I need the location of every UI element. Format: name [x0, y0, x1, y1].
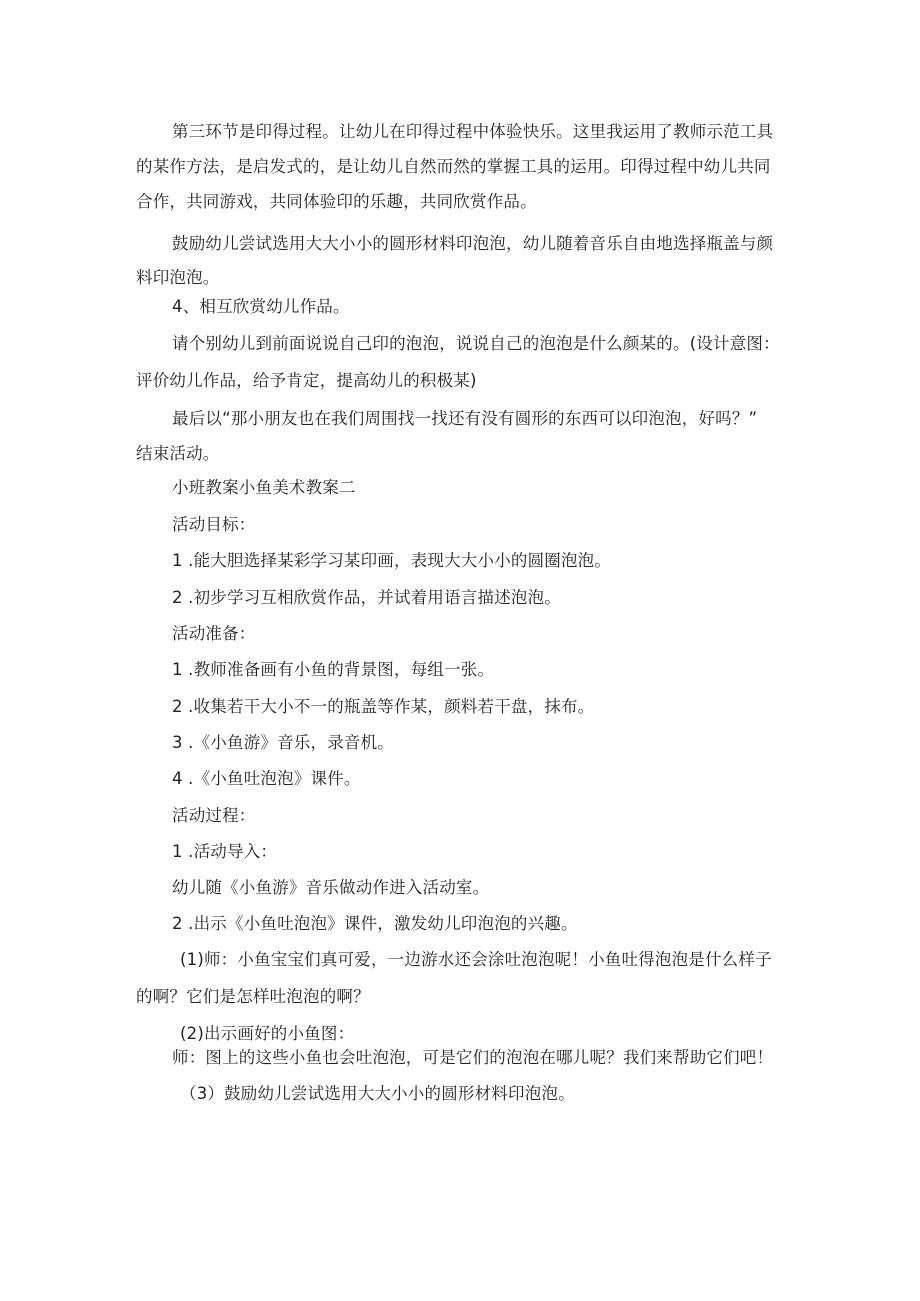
list-item: 2 .收集若干大小不一的瓶盖等作某，颜料若干盘，抹布。	[172, 697, 595, 716]
body-text-line: 第三环节是印得过程。让幼儿在印得过程中体验快乐。这里我运用了教师示范工具	[172, 122, 774, 141]
list-item: 1 .能大胆选择某彩学习某印画，表现大大小小的圆圈泡泡。	[172, 551, 612, 570]
section-heading: 4、相互欣赏幼儿作品。	[172, 297, 350, 316]
sub-item: (2)出示画好的小鱼图：	[180, 1024, 355, 1043]
list-item: 1 .教师准备画有小鱼的背景图，每组一张。	[172, 660, 495, 679]
section-heading: 活动目标：	[172, 515, 256, 534]
body-text-line: 鼓励幼儿尝试选用大大小小的圆形材料印泡泡，幼儿随着音乐自由地选择瓶盖与颜	[172, 234, 774, 253]
section-heading: 活动准备：	[172, 624, 256, 643]
list-item: 3 .《小鱼游》音乐，录音机。	[172, 733, 394, 752]
list-item: 4 .《小鱼吐泡泡》课件。	[172, 769, 361, 788]
sub-item: （3）鼓励幼儿尝试选用大大小小的圆形材料印泡泡。	[180, 1084, 575, 1103]
body-text-line: 请个别幼儿到前面说说自己印的泡泡，说说自己的泡泡是什么颜某的。(设计意图：	[172, 334, 780, 353]
body-text-line: 合作，共同游戏，共同体验印的乐趣，共同欣赏作品。	[136, 192, 537, 211]
body-text-line: 的某作方法，是启发式的，是让幼儿自然而然的掌握工具的运用。印得过程中幼儿共同	[136, 157, 771, 176]
body-text-line: 评价幼儿作品，给予肯定，提高幼儿的积极某)	[136, 371, 477, 390]
body-text-line: 料印泡泡。	[136, 268, 220, 287]
body-text-line: 最后以“那小朋友也在我们周围找一找还有没有圆形的东西可以印泡泡，好吗？”	[172, 409, 758, 428]
body-text-line: 幼儿随《小鱼游》音乐做动作进入活动室。	[172, 878, 490, 897]
section-heading: 活动过程：	[172, 806, 256, 825]
list-item: 1 .活动导入：	[172, 842, 278, 861]
sub-item: (1)师：小鱼宝宝们真可爱，一边游水还会涂吐泡泡呢！小鱼吐得泡泡是什么样子	[180, 950, 772, 969]
list-item: 2 .初步学习互相欣赏作品，并试着用语言描述泡泡。	[172, 588, 561, 607]
body-text-line: 的啊？它们是怎样吐泡泡的啊？	[136, 987, 370, 1006]
list-item: 2 .出示《小鱼吐泡泡》课件，激发幼儿印泡泡的兴趣。	[172, 914, 578, 933]
body-text-line: 结束活动。	[136, 444, 220, 463]
body-text-line: 师：图上的这些小鱼也会吐泡泡，可是它们的泡泡在哪儿呢？我们来帮助它们吧！	[172, 1048, 774, 1067]
lesson-title: 小班教案小鱼美术教案二	[172, 478, 356, 497]
